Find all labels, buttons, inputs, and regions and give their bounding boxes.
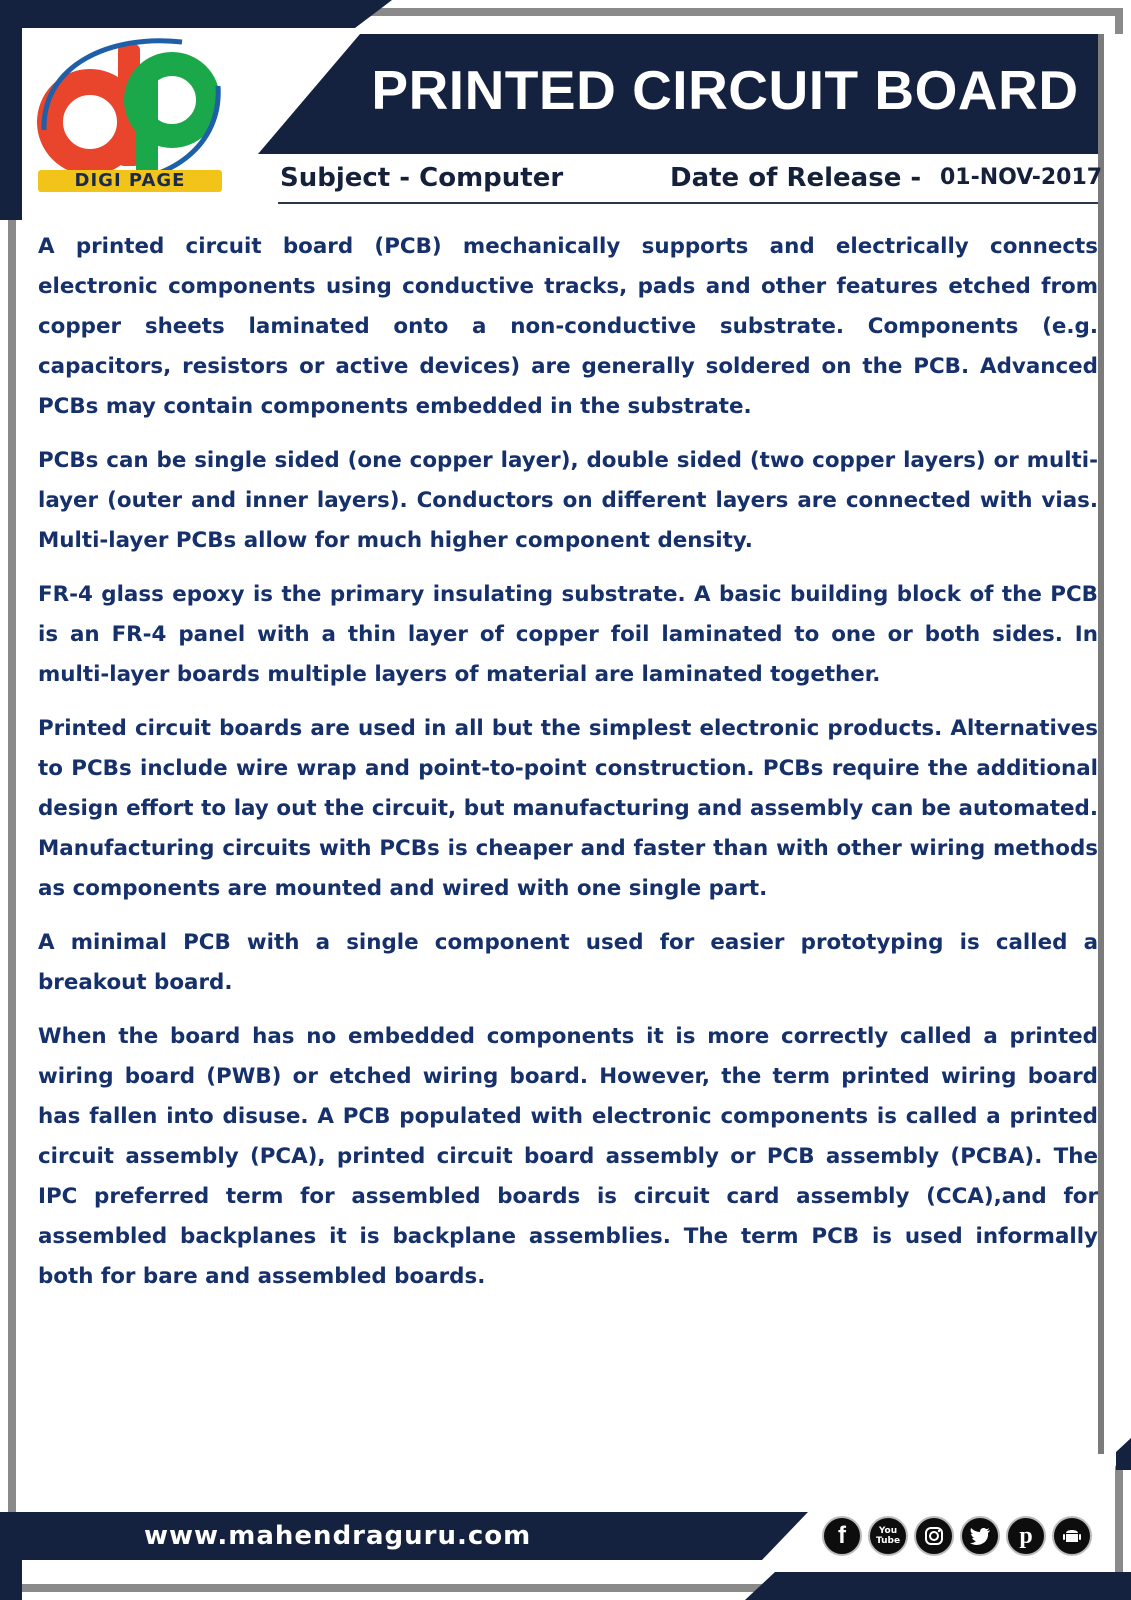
logo-badge: DIGI PAGE: [38, 170, 222, 192]
paragraph: A printed circuit board (PCB) mechanically supports and electrically connects electronic components using conductive tracks, pads and other features etched from copper sheets laminated onto a non-conductive substrate. Components (e.g. capacitors, resistors or active devices) are generally soldered on the PCB. Advanced PCBs may contain components embedded in the substrate.: [38, 234, 1098, 419]
pinterest-icon[interactable]: [1006, 1516, 1046, 1556]
article-body: [38, 227, 1098, 1311]
subject-label: Subject - Computer: [280, 163, 564, 193]
page-title: PRINTED CIRCUIT BOARD: [371, 59, 1079, 121]
facebook-glyph: f: [838, 1522, 846, 1549]
instagram-icon[interactable]: [914, 1516, 954, 1556]
pinterest-glyph: p: [1019, 1523, 1033, 1549]
footer-website-link[interactable]: www.mahendraguru.com: [144, 1521, 532, 1551]
instagram-glyph: [924, 1526, 944, 1546]
twitter-glyph: [969, 1527, 991, 1547]
release-label: Date of Release -: [670, 163, 922, 193]
paragraph: Printed circuit boards are used in all but the simplest electronic products. Alternatives to PCBs include wire wrap and point-to-point construction. PCBs require the additional design effort to lay out the circuit, but manufacturing and assembly can be automated. Manufacturing circuits with PCBs is cheaper and faster than with other wiring methods as components are mounted and wired with one single part.: [38, 716, 1098, 901]
android-glyph: [1062, 1526, 1082, 1546]
header-divider: [278, 202, 1098, 204]
twitter-icon[interactable]: [960, 1516, 1000, 1556]
paragraph: FR-4 glass epoxy is the primary insulating substrate. A basic building block of the PCB is an FR-4 panel with a thin layer of copper foil laminated to one or both sides. In multi-layer boards multiple layers of material are laminated together.: [38, 582, 1098, 687]
paragraph: PCBs can be single sided (one copper layer), double sided (two copper layers) or multi-layer (outer and inner layers). Conductors on different layers are connected with vias. Multi-layer PCBs allow for much higher component density.: [38, 448, 1098, 553]
release-date: 01-NOV-2017: [940, 165, 1103, 190]
facebook-icon[interactable]: [822, 1516, 862, 1556]
youtube-glyph: You Tube: [875, 1526, 901, 1546]
paragraph: When the board has no embedded components it is more correctly called a printed wiring board (PWB) or etched wiring board. However, the term printed wiring board has fallen into disuse. A PCB populated with electronic components is called a printed circuit assembly (PCA), printed circuit board assembly or PCB assembly (PCBA). The IPC preferred term for assembled boards is circuit card assembly (CCA),and for assembled backplanes it is backplane assemblies. The term PCB is used informally both for bare and assembled boards.: [38, 1024, 1098, 1289]
paragraph: A minimal PCB with a single component used for easier prototyping is called a breakout board.: [38, 930, 1098, 995]
youtube-icon[interactable]: [868, 1516, 908, 1556]
android-icon[interactable]: [1052, 1516, 1092, 1556]
